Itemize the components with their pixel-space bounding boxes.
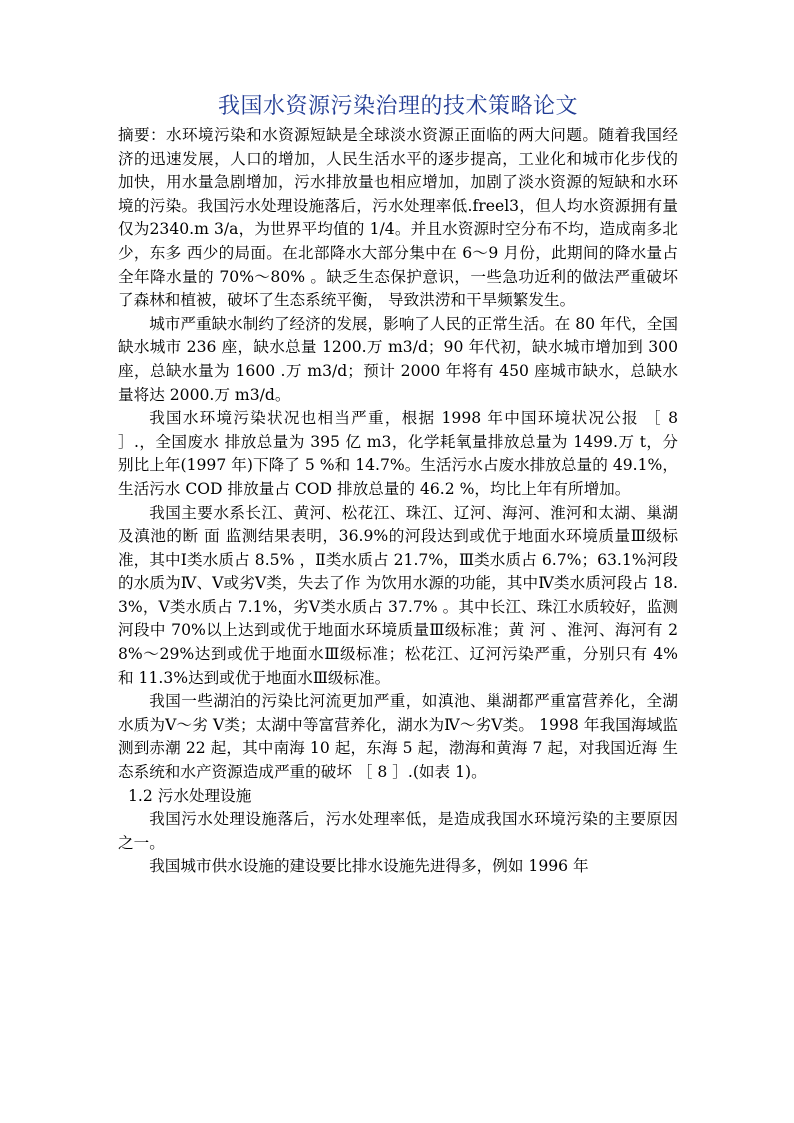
section-paragraph-infrastructure: 我国城市供水设施的建设要比排水设施先进得多，例如 1996 年 [149, 857, 589, 876]
body-paragraph-water-shortage: 城市严重缺水制约了经济的发展，影响了人民的正常生活。在 80 年代，全国缺水城市 236 座，缺水总量 1200.万 m3/d；90 年代初，缺水城市增加到 300 座，总缺水量为 1600 .万 m3/d；预计 2000 年将有 450 座城市缺水，总缺水量将达 2000.万 m3/d。 [118, 314, 678, 404]
document-title: 我国水资源污染治理的技术策略论文 [217, 94, 578, 119]
section-heading: 1.2 污水处理设施 [128, 786, 252, 805]
body-paragraph-pollution-status: 我国水环境污染状况也相当严重，根据 1998 年中国环境状况公报 ［ 8 ］.，全国废水 排放总量为 395 亿 m3，化学耗氧量排放总量为 1499.万 t，分别比上年(1997 年)下降了 5 %和 14.7%。生活污水占废水排放总量的 49.1%，生活污水 COD 排放量占 COD 排放总量的 46.2 %，均比上年有所增加。 [118, 409, 678, 498]
document-page [118, 92, 678, 879]
body-paragraph-lakes: 我国一些湖泊的污染比河流更加严重，如滇池、巢湖都严重富营养化，全湖水质为Ⅴ～劣 Ⅴ类；太湖中等富营养化，湖水为Ⅳ～劣Ⅴ类。 1998 年我国海域监测到赤潮 22 起，其中南海 10 起，东海 5 起，渤海和黄海 7 起，对我国近海 生态系统和水产资源造成严重的破坏 ［ 8 ］.(如表 1)。 [118, 692, 678, 782]
abstract-paragraph: 摘要：水环境污染和水资源短缺是全球淡水资源正面临的两大问题。随着我国经济的迅速发展，人口的增加，人民生活水平的逐步提高，工业化和城市化步伐的加快，用水量急剧增加，污水排放量也相应增加，加剧了淡水资源的短缺和水环境的污染。我国污水处理设施落后，污水处理率低.freel3，但人均水资源拥有量仅为2340.m 3/a，为世界平均值的 1/4。并且水资源时空分布不均，造成南多北少，东多 西少的局面。在北部降水大部分集中在 6～9 月份，此期间的降水量占全年降水量的 70%～80% 。缺乏生态保护意识，一些急功近利的做法严重破坏了森林和植被，破坏了生态系统平衡， 导致洪涝和干旱频繁发生。 [118, 126, 678, 310]
body-paragraph-river-systems: 我国主要水系长江、黄河、松花江、珠江、辽河、海河、淮河和太湖、巢湖及滇池的断 面 监测结果表明，36.9%的河段达到或优于地面水环境质量Ⅲ级标准，其中Ⅰ类水质占 8.5% ，Ⅱ类水质占 21.7%，Ⅲ类水质占 6.7%；63.1%河段的水质为Ⅳ、Ⅴ或劣Ⅴ类，失去了作 为饮用水源的功能，其中Ⅳ类水质河段占 18.3%，Ⅴ类水质占 7.1%，劣Ⅴ类水质占 37.7% 。其中长江、珠江水质较好，监测河段中 70%以上达到或优于地面水环境质量Ⅲ级标准；黄 河 、淮河、海河有 28%～29%达到或优于地面水Ⅲ级标准；松花江、辽河污染严重，分别只有 4% 和 11.3%达到或优于地面水Ⅲ级标准。 [118, 503, 678, 687]
section-paragraph-treatment: 我国污水处理设施落后，污水处理率低，是造成我国水环境污染的主要原因之一。 [118, 810, 678, 852]
